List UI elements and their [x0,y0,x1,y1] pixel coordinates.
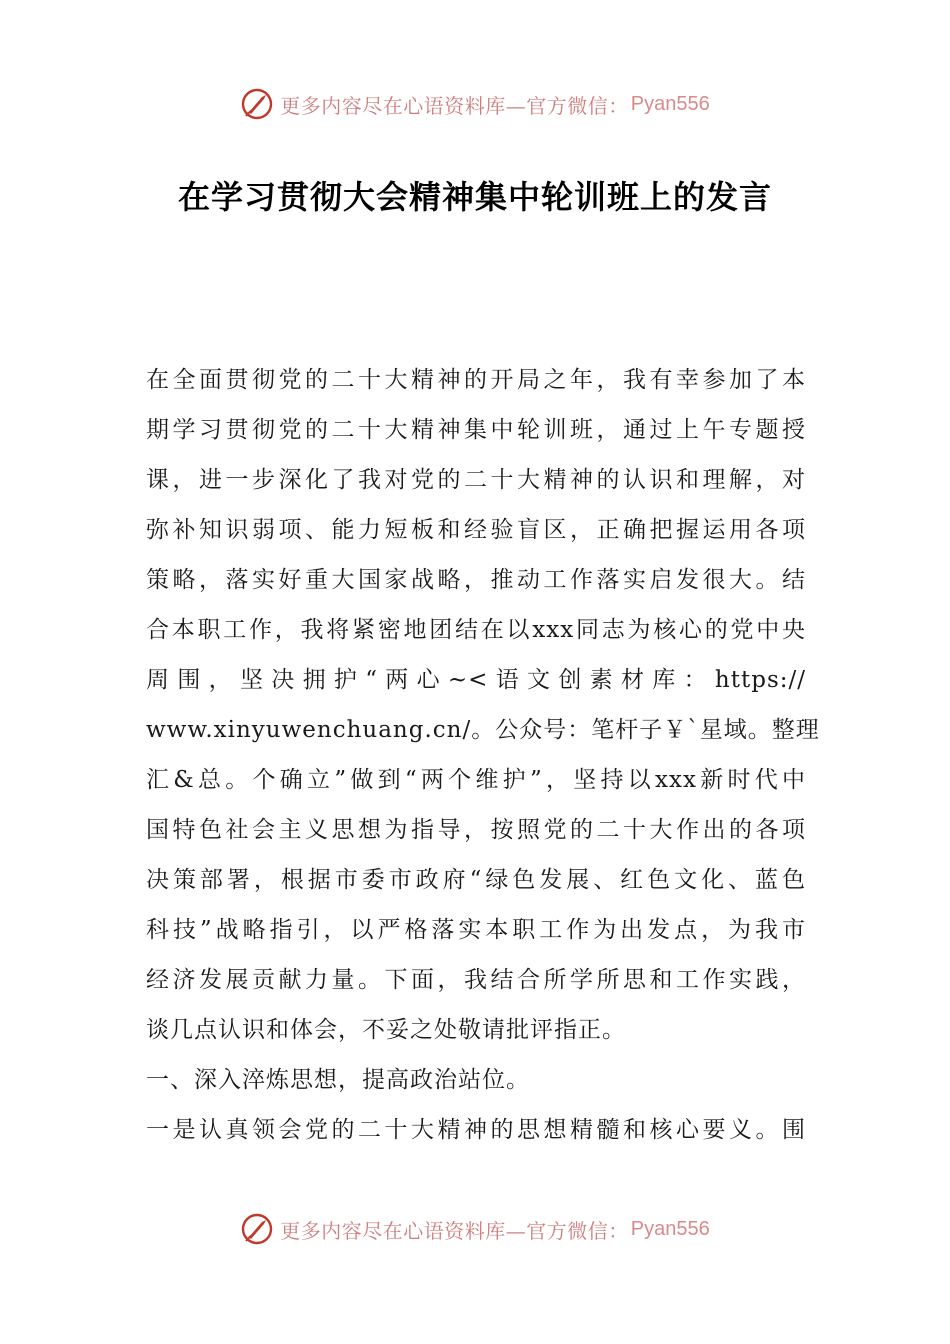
text-line: 期学习贯彻党的二十大精神集中轮训班，通过上午专题授 [146,417,806,443]
text-line: 弥补知识弱项、能力短板和经验盲区，正确把握运用各项 [146,517,806,543]
paragraph-point-1 [146,1105,806,1155]
footer-watermark-banner [0,1209,950,1249]
document-body [146,355,820,1155]
text-line: 在全面贯彻党的二十大精神的开局之年，我有幸参加了本 [146,367,806,393]
header-watermark-banner [0,84,950,124]
section-heading-1 [146,1055,806,1105]
text-line: www.xinyuwenchuang.cn/。公众号：笔杆子￥`星域。整理 [146,717,820,743]
header-banner-text: 更多内容尽在心语资料库—官方微信： [280,93,629,118]
quill-logo-icon [240,87,274,121]
text-line: 课，进一步深化了我对党的二十大精神的认识和理解，对 [146,467,806,493]
footer-wechat-id: Pyan556 [630,1217,710,1240]
text-line: 周围，坚决拥护“两心~<语文创素材库：https:// [146,667,806,693]
text-line: 国特色社会主义思想为指导，按照党的二十大作出的各项 [146,817,806,843]
text-line: 经济发展贡献力量。下面，我结合所学所思和工作实践， [146,967,806,993]
text-line: 合本职工作，我将紧密地团结在以xxx同志为核心的党中央 [146,617,806,643]
text-line: 一、深入淬炼思想，提高政治站位。 [146,1067,530,1093]
document-title: 在学习贯彻大会精神集中轮训班上的发言 [177,178,772,216]
text-line: 科技”战略指引，以严格落实本职工作为出发点，为我市 [146,917,806,943]
header-wechat-id: Pyan556 [630,92,710,115]
text-line: 汇&总。个确立”做到“两个维护”，坚持以xxx新时代中 [146,767,806,793]
text-line: 决策部署，根据市委市政府“绿色发展、红色文化、蓝色 [146,867,806,893]
quill-logo-icon [240,1212,274,1246]
text-line: 谈几点认识和体会，不妥之处敬请批评指正。 [146,1017,626,1043]
footer-banner-text: 更多内容尽在心语资料库—官方微信： [280,1218,629,1243]
text-line: 策略，落实好重大国家战略，推动工作落实启发很大。结 [146,567,806,593]
paragraph-intro [146,355,820,1055]
text-line: 一是认真领会党的二十大精神的思想精髓和核心要义。围 [146,1117,806,1143]
